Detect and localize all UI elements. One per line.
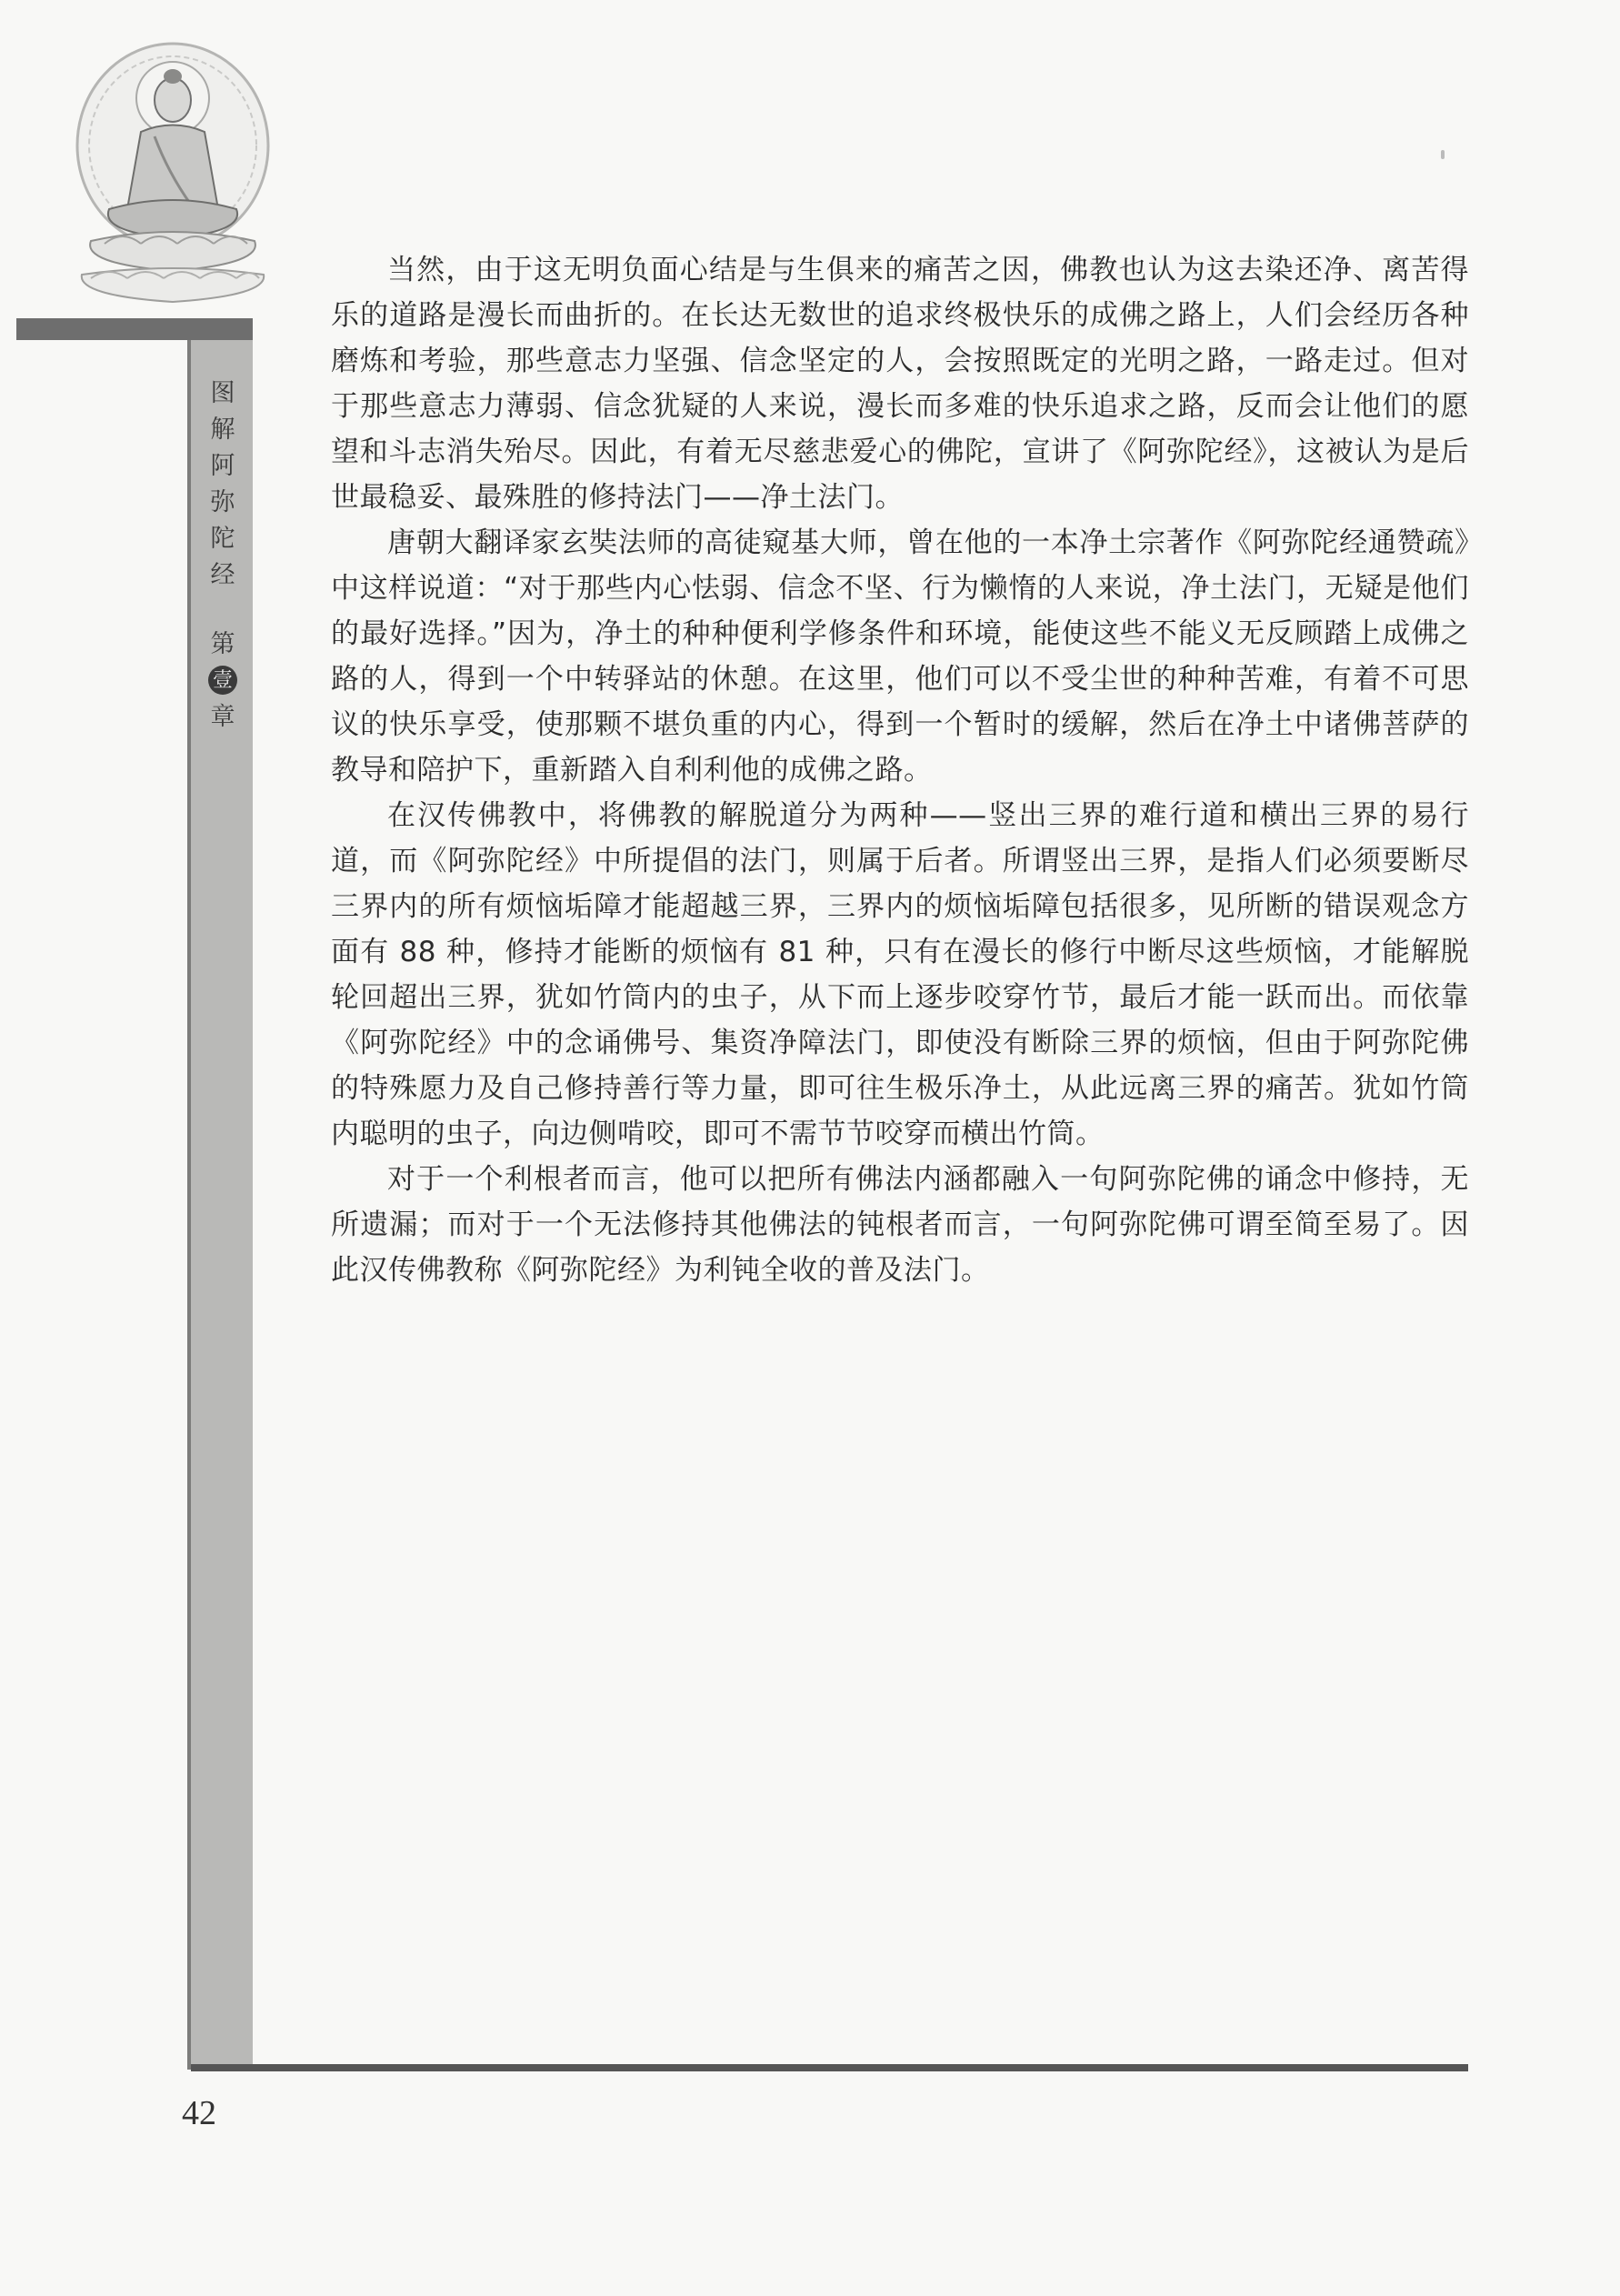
book-title-char: 阿 xyxy=(210,452,235,479)
paragraph: 在汉传佛教中，将佛教的解脱道分为两种——竖出三界的难行道和横出三界的易行道，而《阿弥陀经》中所提倡的法门，则属于后者。所谓竖出三界，是指人们必须要断尽三界内的所有烦恼垢障才能超越三界，三界内的烦恼垢障包括很多，见所断的错误观念方面有 88 种，修持才能断的烦恼有 81 种，只有在漫长的修行中断尽这些烦恼，才能解脱轮回超出三界，犹如竹筒内的虫子，从下而上逐步咬穿竹节，最后才能一跃而出。而依靠《阿弥陀经》中的念诵佛号、集资净障法门，即使没有断除三界的烦恼，但由于阿弥陀佛的特殊愿力及自己修持善行等力量，即可往生极乐净土，从此远离三界的痛苦。犹如竹筒内聪明的虫子，向边侧啃咬，即可不需节节咬穿而横出竹筒。 xyxy=(331,799,1469,1150)
body-text xyxy=(331,247,1469,1293)
chapter-label-vertical xyxy=(202,626,244,735)
footer-rule xyxy=(191,2064,1468,2071)
book-title-char: 弥 xyxy=(210,488,235,516)
paper-speck xyxy=(1441,150,1445,159)
book-title-char: 经 xyxy=(210,561,235,588)
chapter-suffix: 章 xyxy=(210,703,235,730)
book-title-vertical xyxy=(202,375,244,593)
paragraph: 当然，由于这无明负面心结是与生俱来的痛苦之因，佛教也认为这去染还净、离苦得乐的道路是漫长而曲折的。在长达无数世的追求终极快乐的成佛之路上，人们会经历各种磨炼和考验，那些意志力坚强、信念坚定的人，会按照既定的光明之路，一路走过。但对于那些意志力薄弱、信念犹疑的人来说，漫长而多难的快乐追求之路，反而会让他们的愿望和斗志消失殆尽。因此，有着无尽慈悲爱心的佛陀，宣讲了《阿弥陀经》，这被认为是后世最稳妥、最殊胜的修持法门——净土法门。 xyxy=(331,254,1469,514)
header-bar xyxy=(16,318,253,340)
side-panel xyxy=(191,340,253,2070)
chapter-number-badge: 壹 xyxy=(208,666,237,695)
page-number: 42 xyxy=(182,2094,216,2132)
book-title-char: 图 xyxy=(210,379,235,406)
paragraph: 对于一个利根者而言，他可以把所有佛法内涵都融入一句阿弥陀佛的诵念中修持，无所遗漏；而对于一个无法修持其他佛法的钝根者而言，一句阿弥陀佛可谓至简至易了。因此汉传佛教称《阿弥陀经》为利钝全收的普及法门。 xyxy=(331,1163,1469,1287)
book-title-char: 陀 xyxy=(210,525,235,552)
book-title-char: 解 xyxy=(210,416,235,443)
buddha-illustration xyxy=(55,36,291,309)
paragraph: 唐朝大翻译家玄奘法师的高徒窥基大师，曾在他的一本净土宗著作《阿弥陀经通赞疏》中这样说道：“对于那些内心怯弱、信念不坚、行为懒惰的人来说，净土法门，无疑是他们的最好选择。”因为，净土的种种便利学修条件和环境，能使这些不能义无反顾踏上成佛之路的人，得到一个中转驿站的休憩。在这里，他们可以不受尘世的种种苦难，有着不可思议的快乐享受，使那颗不堪负重的内心，得到一个暂时的缓解，然后在净土中诸佛菩萨的教导和陪护下，重新踏入自利利他的成佛之路。 xyxy=(331,526,1469,787)
chapter-prefix: 第 xyxy=(210,630,235,657)
